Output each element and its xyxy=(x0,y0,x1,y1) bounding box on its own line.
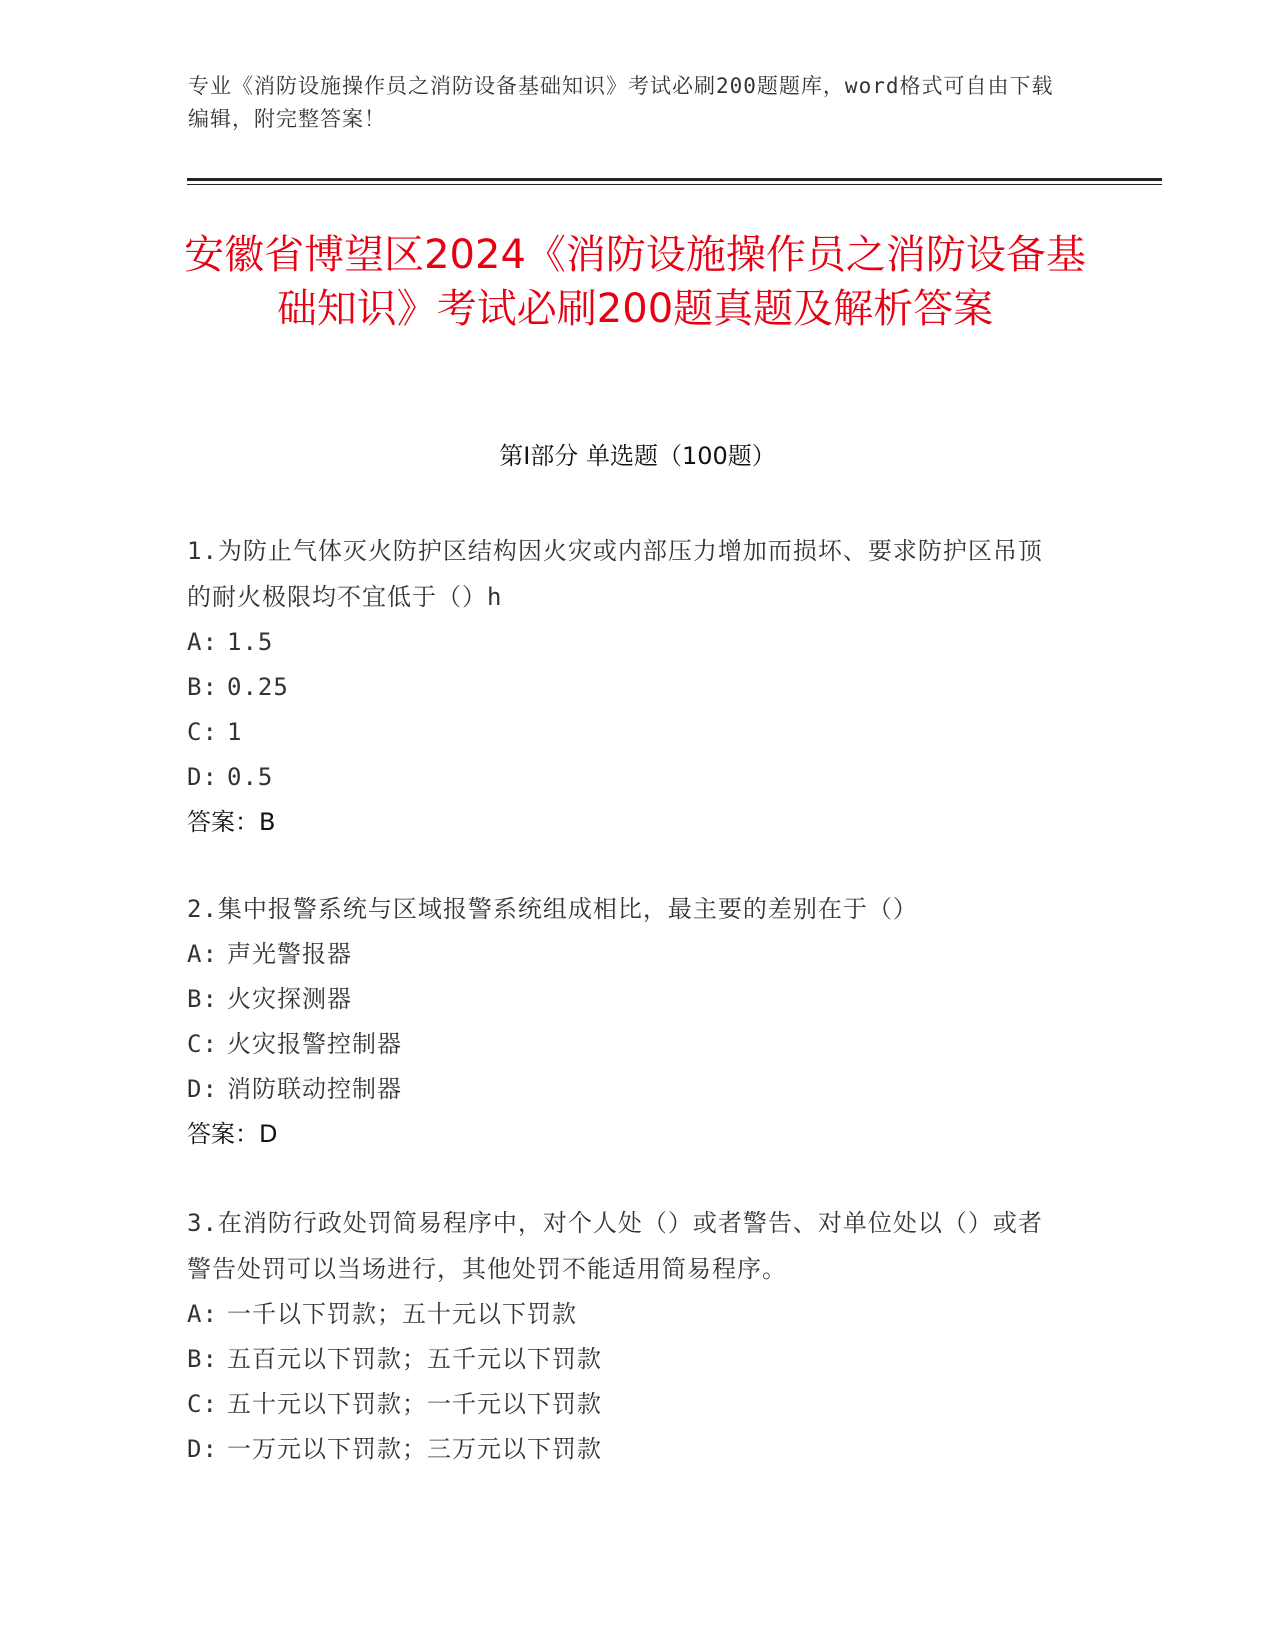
option-key: D: xyxy=(187,1075,218,1103)
question-stem: 3.在消防行政处罚简易程序中，对个人处（）或者警告、对单位处以（）或者警告处罚可以当场进行，其他处罚不能适用简易程序。 xyxy=(187,1209,1043,1283)
question-2 xyxy=(187,886,1067,1157)
option-key: C: xyxy=(187,718,218,746)
option-key: A: xyxy=(187,940,218,968)
option-text: 火灾报警控制器 xyxy=(227,1030,402,1058)
option-text: 1.5 xyxy=(227,628,274,656)
option-key: C: xyxy=(187,1390,218,1418)
header-note: 专业《消防设施操作员之消防设备基础知识》考试必刷200题题库，word格式可自由下载编辑，附完整答案！ xyxy=(188,74,1054,131)
option-text: 0.5 xyxy=(227,763,274,791)
option-key: B: xyxy=(187,673,218,701)
option-key: D: xyxy=(187,763,218,791)
option-text: 五百元以下罚款；五千元以下罚款 xyxy=(227,1345,602,1373)
question-stem: 2.集中报警系统与区域报警系统组成相比，最主要的差别在于（） xyxy=(187,895,918,923)
option-key: B: xyxy=(187,985,218,1013)
option-a xyxy=(187,932,1067,977)
option-key: A: xyxy=(187,628,218,656)
question-3 xyxy=(187,1200,1067,1472)
option-key: A: xyxy=(187,1300,218,1328)
option-text: 0.25 xyxy=(227,673,289,701)
option-text: 消防联动控制器 xyxy=(227,1075,402,1103)
option-b xyxy=(187,1337,1067,1382)
header-divider-thick xyxy=(187,178,1162,181)
option-d xyxy=(187,1067,1067,1112)
option-d xyxy=(187,755,1067,800)
option-c xyxy=(187,710,1067,755)
question-answer: 答案：B xyxy=(187,808,276,836)
option-text: 一万元以下罚款；三万元以下罚款 xyxy=(227,1435,602,1463)
option-b xyxy=(187,977,1067,1022)
option-text: 火灾探测器 xyxy=(227,985,352,1013)
option-a xyxy=(187,1292,1067,1337)
option-text: 声光警报器 xyxy=(227,940,352,968)
option-c xyxy=(187,1382,1067,1427)
question-answer: 答案：D xyxy=(187,1120,278,1148)
question-stem: 1.为防止气体灭火防护区结构因火灾或内部压力增加而损坏、要求防护区吊顶的耐火极限均不宜低于（）h xyxy=(187,537,1043,611)
option-key: C: xyxy=(187,1030,218,1058)
section-title: 第Ⅰ部分 单选题（100题） xyxy=(499,442,776,470)
option-key: B: xyxy=(187,1345,218,1373)
option-text: 1 xyxy=(227,718,243,746)
option-c xyxy=(187,1022,1067,1067)
header-divider-thin xyxy=(187,184,1162,185)
option-b xyxy=(187,665,1067,710)
question-1 xyxy=(187,528,1067,845)
option-text: 五十元以下罚款；一千元以下罚款 xyxy=(227,1390,602,1418)
option-key: D: xyxy=(187,1435,218,1463)
document-title: 安徽省博望区2024《消防设施操作员之消防设备基础知识》考试必刷200题真题及解析答案 xyxy=(184,232,1086,332)
option-text: 一千以下罚款；五十元以下罚款 xyxy=(227,1300,577,1328)
option-d xyxy=(187,1427,1067,1472)
option-a xyxy=(187,620,1067,665)
